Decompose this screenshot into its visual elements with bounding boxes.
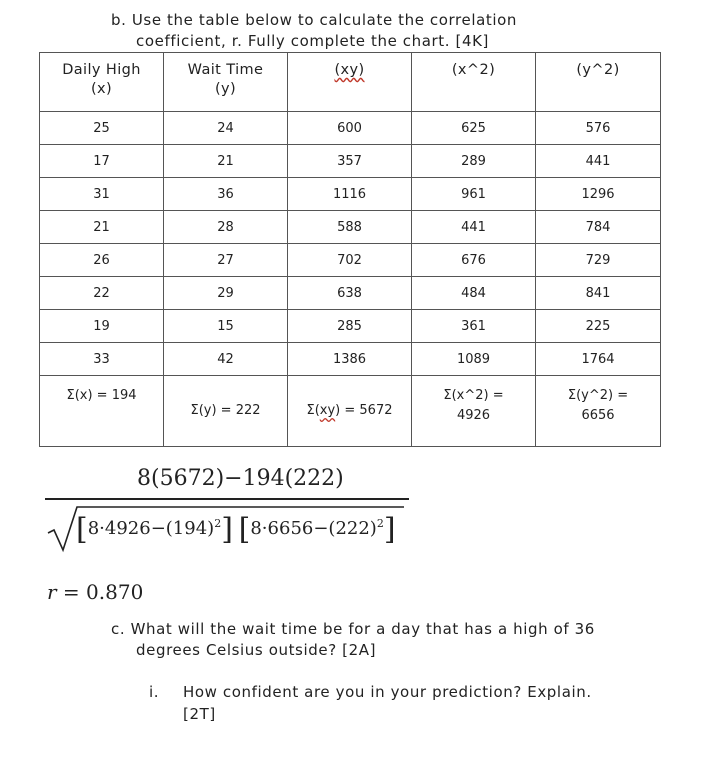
cell-xy: 702 bbox=[288, 244, 412, 277]
table-row bbox=[40, 178, 661, 211]
cell-x: 33 bbox=[40, 343, 164, 376]
cell-x-squared: 289 bbox=[412, 145, 536, 178]
cell-y-squared: 1764 bbox=[536, 343, 661, 376]
table-row bbox=[40, 244, 661, 277]
table-row bbox=[40, 211, 661, 244]
cell-x: 22 bbox=[40, 277, 164, 310]
table-header-row bbox=[40, 53, 661, 112]
question-c-line1: c. What will the wait time be for a day that has a high of 36 bbox=[111, 620, 595, 638]
cell-y: 42 bbox=[164, 343, 288, 376]
formula-numerator: 8(5672)−194(222) bbox=[137, 466, 344, 491]
header-y-squared: (y^2) bbox=[536, 53, 661, 112]
cell-xy: 1116 bbox=[288, 178, 412, 211]
formula-denominator: $[8\cdot 4926-(194)^2]$ $[8\cdot 6656-(222)^2]$ bbox=[76, 512, 396, 547]
sum-y: Σ(y) = 222 bbox=[164, 376, 288, 447]
cell-y-squared: 225 bbox=[536, 310, 661, 343]
header-x-squared: (x^2) bbox=[412, 53, 536, 112]
cell-xy: 588 bbox=[288, 211, 412, 244]
cell-xy: 1386 bbox=[288, 343, 412, 376]
cell-y: 15 bbox=[164, 310, 288, 343]
question-ci-line1: How confident are you in your prediction? Explain. bbox=[183, 683, 592, 701]
cell-x-squared: 625 bbox=[412, 112, 536, 145]
fraction-bar bbox=[45, 498, 409, 500]
cell-xy: 285 bbox=[288, 310, 412, 343]
cell-x-squared: 361 bbox=[412, 310, 536, 343]
correlation-table bbox=[39, 52, 661, 447]
cell-x-squared: 961 bbox=[412, 178, 536, 211]
table-row bbox=[40, 343, 661, 376]
sum-x-squared: Σ(x^2) = 4926 bbox=[412, 376, 536, 447]
cell-x: 17 bbox=[40, 145, 164, 178]
cell-x: 19 bbox=[40, 310, 164, 343]
cell-x-squared: 441 bbox=[412, 211, 536, 244]
header-wait-time: Wait Time (y) bbox=[164, 53, 288, 112]
cell-x-squared: 1089 bbox=[412, 343, 536, 376]
question-c-line2: degrees Celsius outside? [2A] bbox=[136, 641, 377, 659]
table-row bbox=[40, 112, 661, 145]
cell-xy: 600 bbox=[288, 112, 412, 145]
question-b-line2: coefficient, r. Fully complete the chart. [4K] bbox=[136, 32, 489, 50]
cell-y-squared: 729 bbox=[536, 244, 661, 277]
cell-x-squared: 676 bbox=[412, 244, 536, 277]
den-term-b: 8·6656−(222) bbox=[250, 518, 377, 539]
cell-y-squared: 576 bbox=[536, 112, 661, 145]
cell-x-squared: 484 bbox=[412, 277, 536, 310]
table-row bbox=[40, 310, 661, 343]
den-term-a: 8·4926−(194) bbox=[87, 518, 215, 539]
table-sum-row bbox=[40, 376, 661, 447]
cell-x: 31 bbox=[40, 178, 164, 211]
cell-x: 25 bbox=[40, 112, 164, 145]
sum-xy: Σ(xy) = 5672 bbox=[288, 376, 412, 447]
cell-y: 21 bbox=[164, 145, 288, 178]
sum-x: Σ(x) = 194 bbox=[40, 376, 164, 447]
cell-y: 36 bbox=[164, 178, 288, 211]
header-xy: (xy) bbox=[288, 53, 412, 112]
header-daily-high: Daily High (x) bbox=[40, 53, 164, 112]
cell-y: 24 bbox=[164, 112, 288, 145]
cell-xy: 638 bbox=[288, 277, 412, 310]
cell-y-squared: 784 bbox=[536, 211, 661, 244]
sum-y-squared: Σ(y^2) = 6656 bbox=[536, 376, 661, 447]
r-result: r = 0.870 bbox=[47, 580, 144, 604]
cell-x: 26 bbox=[40, 244, 164, 277]
cell-y-squared: 1296 bbox=[536, 178, 661, 211]
cell-y: 28 bbox=[164, 211, 288, 244]
question-ci-marker: i. bbox=[149, 683, 160, 701]
cell-xy: 357 bbox=[288, 145, 412, 178]
table-row bbox=[40, 277, 661, 310]
cell-y-squared: 841 bbox=[536, 277, 661, 310]
cell-y-squared: 441 bbox=[536, 145, 661, 178]
cell-y: 29 bbox=[164, 277, 288, 310]
cell-y: 27 bbox=[164, 244, 288, 277]
cell-x: 21 bbox=[40, 211, 164, 244]
question-ci-line2: [2T] bbox=[183, 705, 216, 723]
question-b-line1: b. Use the table below to calculate the correlation bbox=[111, 11, 518, 29]
table-row bbox=[40, 145, 661, 178]
